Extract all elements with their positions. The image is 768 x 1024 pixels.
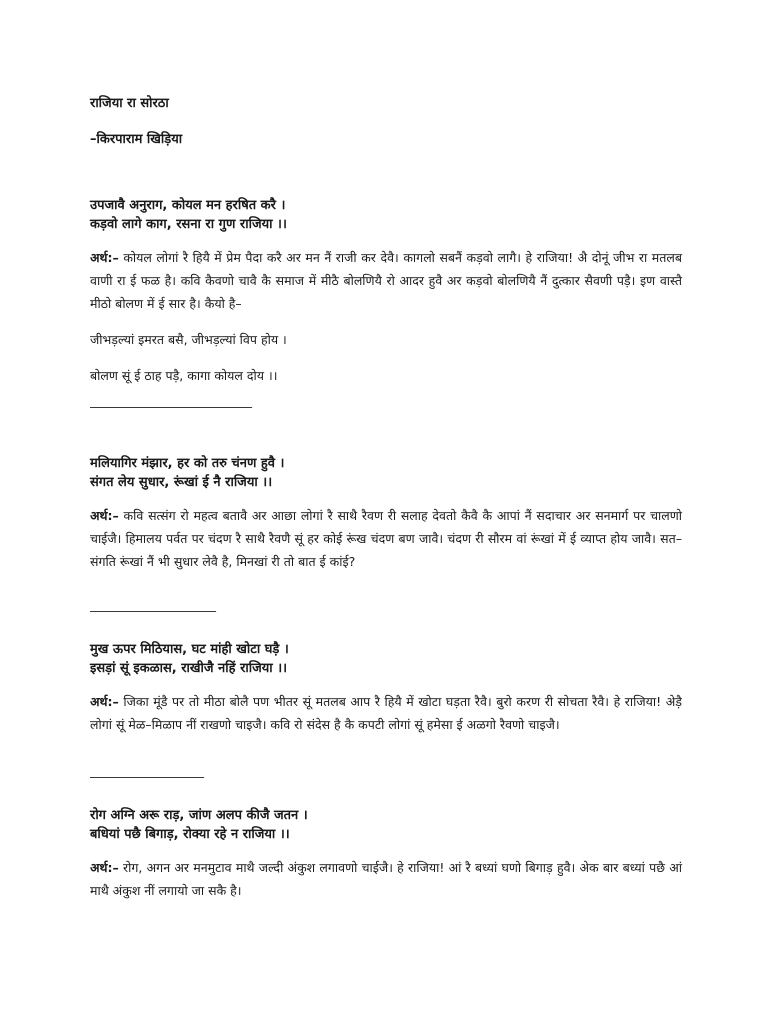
section-divider-3: ___________________ <box>90 764 204 778</box>
verse-2-line-2: संगत लेय सुधार, रूंखां ई नै राजिया ।। <box>90 475 273 490</box>
verse-4-line-1: रोग अग्नि अरू राड़, जांण अलप कीजै जतन । <box>90 808 308 823</box>
meaning-1-text: कोयल लोगां रै हियै में प्रेम पैदा करै अर मन नैं राजी कर देवै। कागलो सबनैं कड़वो लागै। हे राजिया! अै दोनूं जीभ रा मतलब वाणी रा ई फळ है। कवि कैवणो चावै कै समाज में मीठै बोलणियै रो आदर हुवै अर कड़वो बोलणियै नैं दुत्कार सैवणी पड़ै। इण वास्तै मीठो बोलण में ई सार है। कैयो है– <box>90 250 682 311</box>
document-title: राजिया रा सोरठा <box>90 96 169 111</box>
verse-4-line-2: बधियां पछै बिगाड़, रोक्या रहे न राजिया ।। <box>90 827 290 842</box>
meaning-4-text: रोग, अगन अर मनमुटाव माथै जल्दी अंकुश लगावणो चाईजै। हे राजिया! आं रै बध्यां घणो बिगाड़ हुवै। अेक बार बध्यां पछै आं माथै अंकुश नीं लगायो जा सकै है। <box>90 860 682 898</box>
verse-3 <box>90 640 682 678</box>
verse-1-line-1: उपजावै अनुराग, कोयल मन हरषित करै । <box>90 198 286 213</box>
verse-4 <box>90 806 682 844</box>
meaning-4 <box>90 856 682 902</box>
meaning-2 <box>90 504 682 573</box>
document-author: –किरपाराम खिड़िया <box>90 132 183 147</box>
verse-2-line-1: मलियागिर मंझार, हर को तरु चंनण हुवै । <box>90 456 285 471</box>
quote-line-2: बोलण सूं ई ठाह पड़ै, कागा कोयल दोय ।। <box>90 368 278 383</box>
verse-1 <box>90 196 682 234</box>
meaning-3 <box>90 690 682 736</box>
meaning-2-label: अर्थ:– <box>90 508 119 523</box>
section-divider-1: ___________________________ <box>90 394 252 408</box>
section-divider-2: _____________________ <box>90 598 216 612</box>
verse-3-line-1: मुख ऊपर मिठियास, घट मांही खोटा घड़ै । <box>90 642 289 657</box>
meaning-2-text: कवि सत्संग रो महत्व बतावै अर आछा लोगां रै साथै रैवण री सलाह देवतो कैवै कै आपां नैं सदाचार अर सनमार्ग पर चालणो चाईजै। हिमालय पर्वत पर चंदण रै साथै रैवणै सूं हर कोई रूंख चंदण बण जावै। चंदण री सौरम वां रूंखां में ई व्याप्त होय जावै। सत–संगति रूंखां नैं भी सुधार लेवै है, मिनखां री तो बात ई कांई? <box>90 508 682 569</box>
verse-3-line-2: इसड़ां सूं इकळास, राखीजै नहिं राजिया ।। <box>90 661 288 676</box>
meaning-1-label: अर्थ:– <box>90 250 119 265</box>
meaning-4-label: अर्थ:– <box>90 860 119 875</box>
meaning-3-label: अर्थ:– <box>90 694 119 709</box>
verse-2 <box>90 454 682 492</box>
meaning-3-text: जिका मूंडै पर तो मीठा बोलै पण भीतर सूं मतलब आप रै हियै में खोटा घड़ता रैवै। बुरो करण री सोचता रैवै। हे राजिया! अेड़ै लोगां सूं मेळ–मिळाप नीं राखणो चाइजै। कवि रो संदेस है कै कपटी लोगां सूं हमेसा ई अळगो रैवणो चाइजै। <box>90 694 682 732</box>
verse-1-line-2: कड़वो लागे काग, रसना रा गुण राजिया ।। <box>90 217 287 232</box>
quote-line-1: जीभड़ल्यां इमरत बसै, जीभड़ल्यां विप होय । <box>90 332 287 347</box>
meaning-1 <box>90 246 682 315</box>
